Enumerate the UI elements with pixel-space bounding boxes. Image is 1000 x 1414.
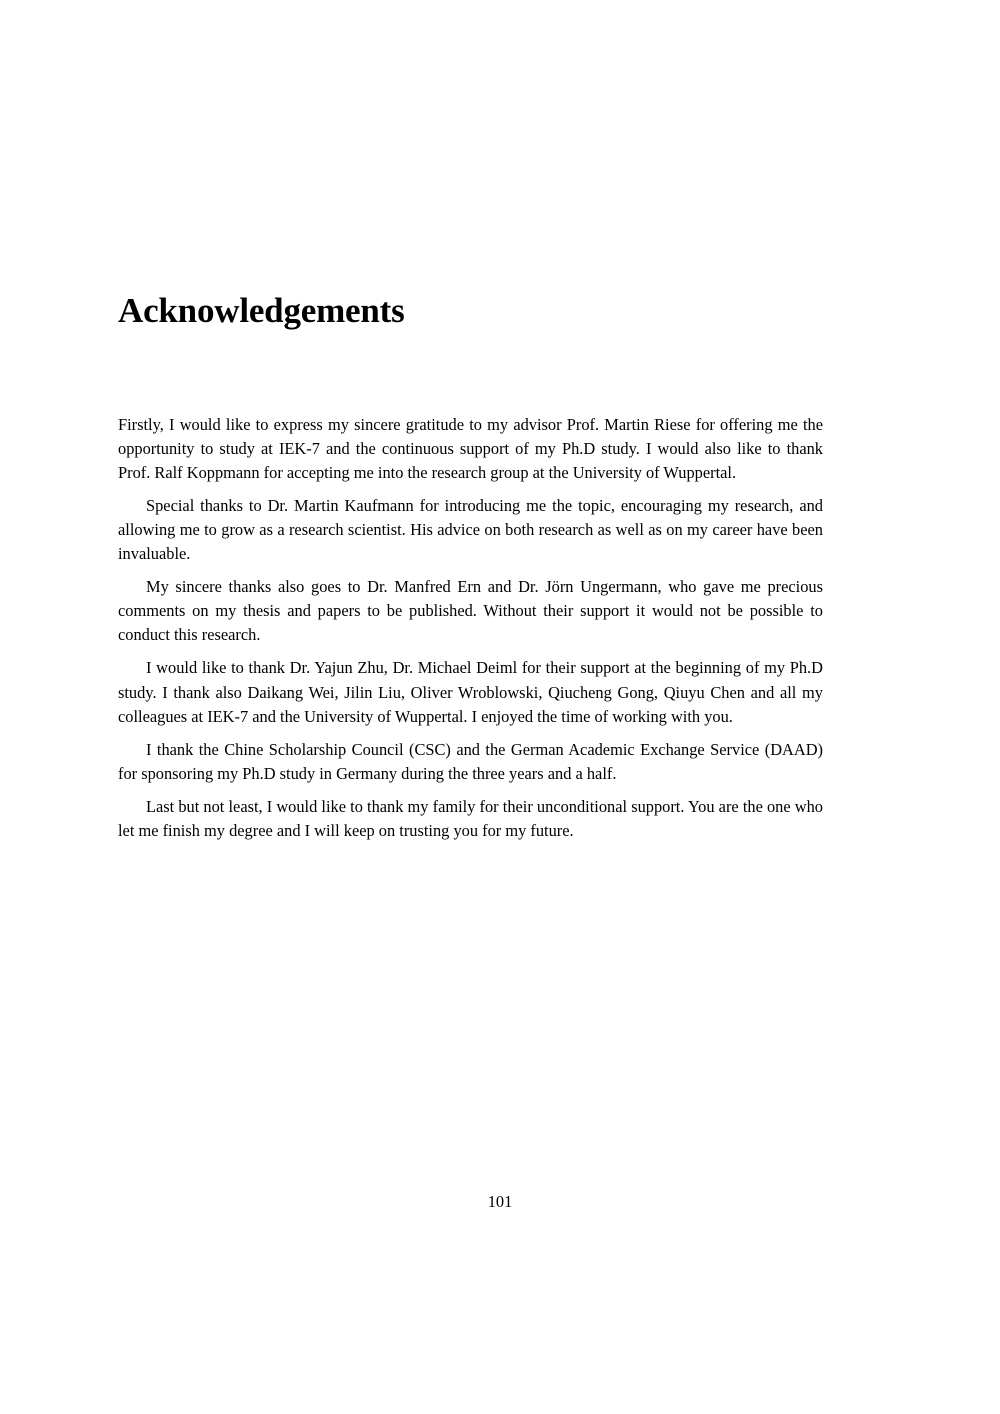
paragraph: Special thanks to Dr. Martin Kaufmann for introducing me the topic, encouraging my research, and allowing me to grow as a research scientist. His advice on both research as well as on my career have been invaluable. — [118, 495, 823, 564]
page-number: 101 — [487, 1192, 513, 1211]
page-content — [118, 0, 823, 852]
page-title: Acknowledgements — [118, 291, 405, 330]
paragraph: Last but not least, I would like to thank my family for their unconditional support. You are the one who let me finish my degree and I will keep on trusting you for my future. — [118, 797, 823, 841]
paragraph: I would like to thank Dr. Yajun Zhu, Dr. Michael Deiml for their support at the beginning of my Ph.D study. I thank also Daikang Wei, Jilin Liu, Oliver Wroblowski, Qiucheng Gong, Qiuyu Chen and all my colleagues at IEK-7 and the University of Wuppertal. I enjoyed the time of working with you. — [118, 658, 823, 726]
paragraph: I thank the Chine Scholarship Council (CSC) and the German Academic Exchange Service (DAAD) for sponsoring my Ph.D study in Germany during the three years and a half. — [118, 739, 823, 783]
paragraph: My sincere thanks also goes to Dr. Manfred Ern and Dr. Jörn Ungermann, who gave me precious comments on my thesis and papers to be published. Without their support it would not be possible to conduct this research. — [118, 577, 823, 645]
acknowledgements-body — [118, 413, 823, 844]
paragraph: Firstly, I would like to express my sincere gratitude to my advisor Prof. Martin Riese for offering me the opportunity to study at IEK-7 and the continuous support of my Ph.D study. I would also like to thank Prof. Ralf Koppmann for accepting me into the research group at the University of Wuppertal. — [118, 414, 823, 482]
